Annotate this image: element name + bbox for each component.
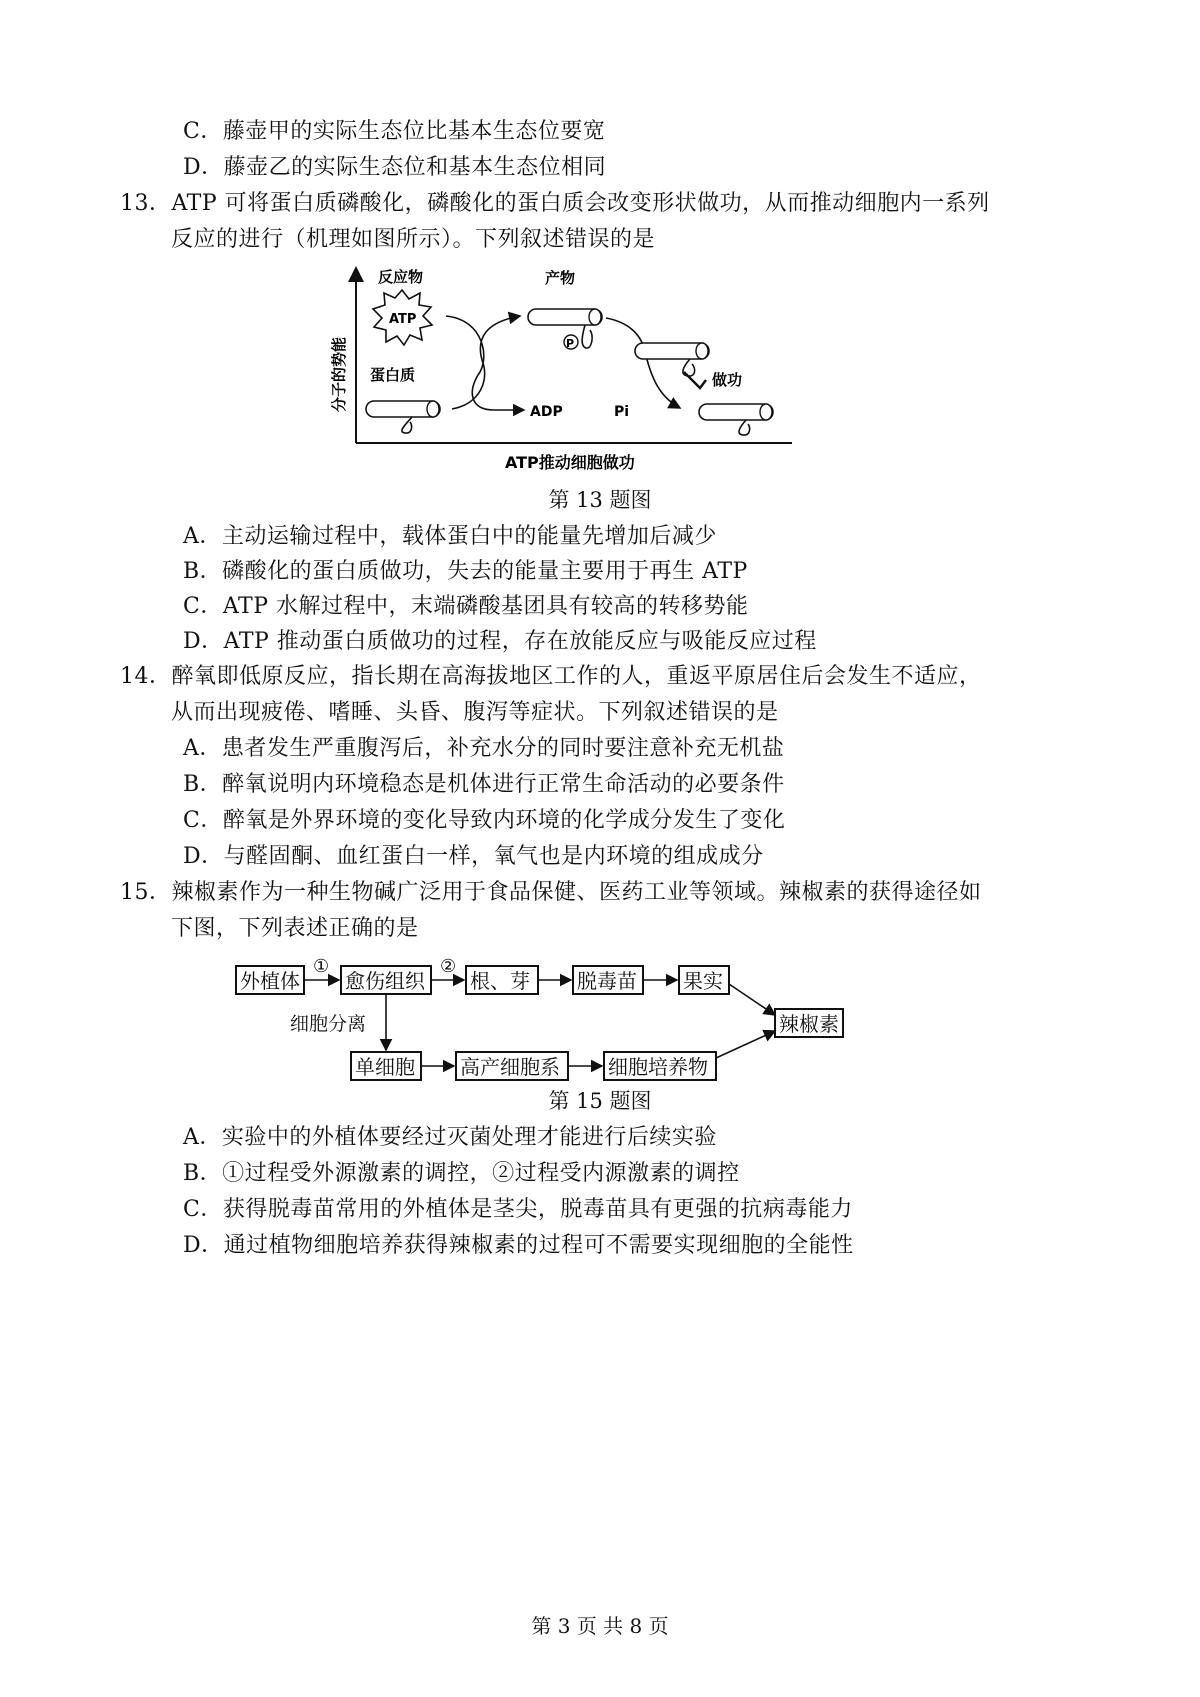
q15-arrow-fruit-capsaicin [729, 984, 775, 1015]
q14-stem-line2: 从而出现疲倦、嗜睡、头昏、腹泻等症状。下列叙述错误的是 [171, 700, 779, 725]
q13-phosphate-label: P [566, 337, 575, 350]
q13-phosphorylated-protein [528, 309, 602, 349]
page-footer: 第 3 页 共 8 页 [531, 1614, 669, 1638]
q13-option-c: C．ATP 水解过程中，末端磷酸基团具有较高的转移势能 [183, 594, 749, 619]
q13-work-label: 做功 [712, 371, 743, 389]
q13-arrow-protein [452, 316, 520, 409]
q15-arrow-culture-capsaicin [716, 1031, 775, 1058]
q15-explant-text: 外植体 [240, 969, 300, 993]
q14-option-c: C．醉氧是外界环境的变化导致内环境的化学成分发生了变化 [183, 808, 786, 833]
q15-option-c: C．获得脱毒苗常用的外植体是茎尖，脱毒苗具有更强的抗病毒能力 [183, 1197, 853, 1222]
q13-x-label: ATP推动细胞做功 [505, 453, 635, 472]
q15-option-d: D．通过植物细胞培养获得辣椒素的过程可不需要实现细胞的全能性 [183, 1233, 854, 1258]
q15-capsaicin-text: 辣椒素 [779, 1012, 839, 1036]
q13-reactant-label: 反应物 [378, 268, 424, 286]
q13-y-label: 分子的势能 [330, 336, 348, 412]
q15-caption: 第 15 题图 [548, 1089, 652, 1113]
q15-fruit-text: 果实 [683, 969, 723, 993]
q13-stem-line1: 13．ATP 可将蛋白质磷酸化，磷酸化的蛋白质会改变形状做功，从而推动细胞内一系列 [120, 191, 990, 216]
q13-working-protein [635, 343, 709, 376]
q15-stem-line1: 15．辣椒素作为一种生物碱广泛用于食品保健、医药工业等领域。辣椒素的获得途径如 [120, 880, 982, 905]
q14-option-b: B．醉氧说明内环境稳态是机体进行正常生命活动的必要条件 [183, 772, 785, 797]
q15-option-b: B．①过程受外源激素的调控，②过程受内源激素的调控 [183, 1161, 740, 1186]
q13-adp-label: ADP [530, 404, 563, 420]
q13-option-b: B．磷酸化的蛋白质做功，失去的能量主要用于再生 ATP [183, 559, 748, 584]
q15-step1-text: ① [313, 956, 330, 977]
q13-arrow-work [606, 318, 680, 408]
q12-option-d: D．藤壶乙的实际生态位和基本生态位相同 [183, 155, 607, 180]
q15-highyield-text: 高产细胞系 [460, 1055, 560, 1079]
q13-product-label: 产物 [545, 269, 576, 287]
q13-protein-shape [366, 401, 440, 433]
q13-pi-label: Pi [614, 404, 630, 420]
q15-singlecell-text: 单细胞 [355, 1055, 415, 1079]
q15-virusfree-text: 脱毒苗 [577, 969, 637, 993]
q15-callus-text: 愈伤组织 [345, 969, 425, 993]
q13-final-protein [699, 404, 773, 435]
q13-option-d: D．ATP 推动蛋白质做功的过程，存在放能反应与吸能反应过程 [183, 629, 817, 654]
q13-stem-line2: 反应的进行（机理如图所示）。下列叙述错误的是 [171, 227, 656, 252]
q13-atp-label: ATP [389, 312, 417, 327]
q13-caption: 第 13 题图 [548, 488, 652, 512]
q15-option-a: A．实验中的外植体要经过灭菌处理才能进行后续实验 [183, 1125, 717, 1150]
q15-culture-text: 细胞培养物 [608, 1055, 708, 1079]
q13-protein-label: 蛋白质 [370, 366, 416, 384]
q14-option-a: A．患者发生严重腹泻后，补充水分的同时要注意补充无机盐 [183, 736, 785, 761]
q13-work-arrow-icon [684, 372, 706, 388]
q12-option-c: C．藤壶甲的实际生态位比基本生态位要宽 [183, 119, 606, 144]
q15-step2-text: ② [440, 956, 457, 977]
q15-stem-line2: 下图，下列表述正确的是 [171, 916, 419, 941]
q15-rootbud-text: 根、芽 [470, 969, 530, 993]
q14-stem-line1: 14．醉氧即低原反应，指长期在高海拔地区工作的人，重返平原居住后会发生不适应， [120, 664, 982, 689]
q15-separation-text: 细胞分离 [290, 1013, 367, 1035]
q15-flowchart [228, 950, 848, 1085]
q14-option-d: D．与醛固酮、血红蛋白一样，氧气也是内环境的组成成分 [183, 844, 764, 869]
q13-figure [318, 262, 798, 477]
q13-option-a: A．主动运输过程中，载体蛋白中的能量先增加后减少 [183, 524, 717, 549]
